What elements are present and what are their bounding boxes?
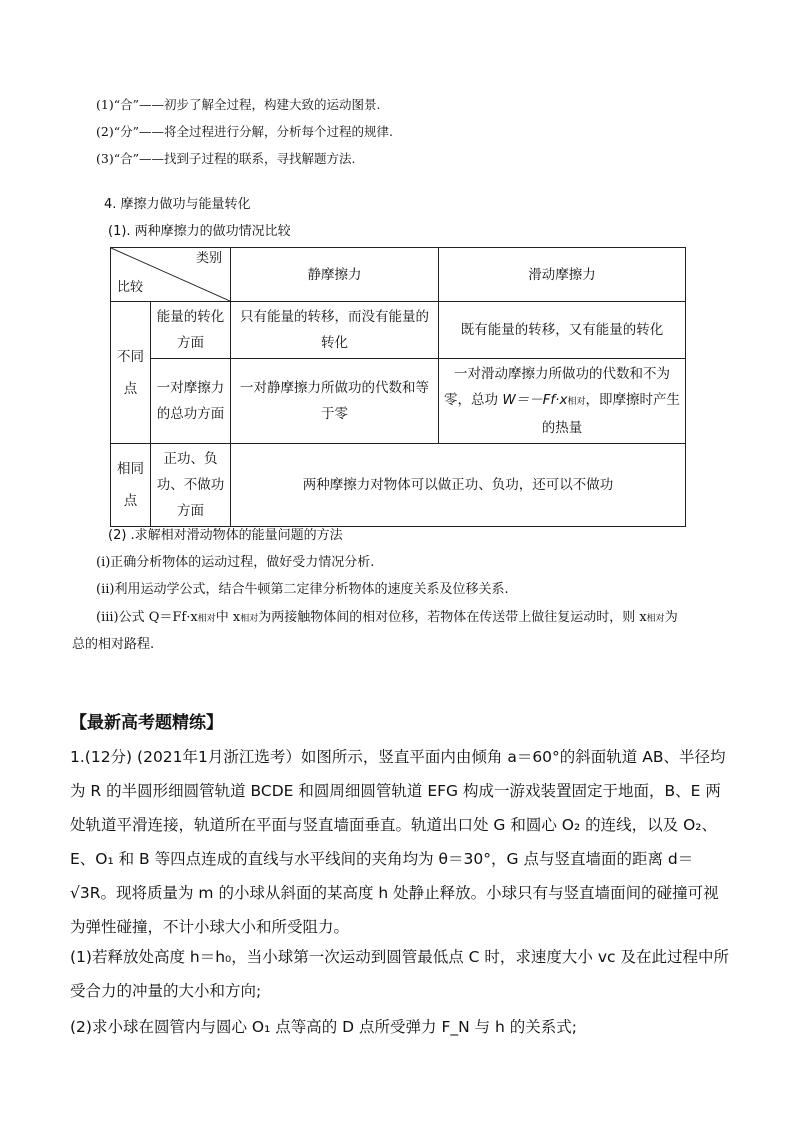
row-work-sign-label: 正功、负功、不做功方面 xyxy=(151,444,231,527)
header-compare: 比较 xyxy=(117,280,144,295)
step-2: (2)“分”——将全过程进行分解，分析每个过程的规律. xyxy=(96,124,393,139)
section-4-title: 4. 摩擦力做功与能量转化 xyxy=(104,197,251,212)
step-3: (3)“合”——找到子过程的联系，寻找解题方法. xyxy=(96,151,356,166)
subsection-2-title: (2) .求解相对滑动物体的能量问题的方法 xyxy=(108,528,343,543)
header-category: 类别 xyxy=(195,251,222,266)
group-same-points: 相同点 xyxy=(111,444,151,527)
question-2: (2)求小球在圆管内与圆心 O₁ 点等高的 D 点所受弹力 F_N 与 h 的关系式; xyxy=(70,1018,578,1036)
step-1: (1)“合”——初步了解全过程，构建大致的运动图景. xyxy=(96,97,381,112)
row-energy-conversion-static: 只有能量的转移，而没有能量的转化 xyxy=(231,302,439,359)
column-sliding-friction: 滑动摩擦力 xyxy=(439,248,686,302)
row-total-work-static: 一对静摩擦力所做功的代数和等于零 xyxy=(231,359,439,444)
row-total-work-sliding: 一对滑动摩擦力所做功的代数和不为零，总功 W＝－Ff·x相对，即摩擦时产生的热量 xyxy=(439,359,686,444)
row-energy-conversion-label: 能量的转化方面 xyxy=(151,302,231,359)
row-total-work-label: 一对摩擦力的总功方面 xyxy=(151,359,231,444)
problem-1-text: 1.(12分) (2021年1月浙江选考）如图所示，竖直平面内由倾角 a＝60°的斜面轨道 AB、半径均为 R 的半圆形细圆管轨道 BCDE 和圆周细圆管轨道 EFG 构成一游戏装置固定于地面，B、E 两处轨道平滑连接，轨道所在平面与竖直墙面垂直。轨道出口处 G 和圆心 O₂ 的连线，以及 O₂、E、O₁ 和 B 等四点连成的直线与水平线间的夹角均为 θ＝30°，G 点与竖直墙面的距离 d＝√3R。现将质量为 m 的小球从斜面的某高度 h 处静止释放。小球只有与竖直墙面间的碰撞可视为弹性碰撞，不计小球大小和所受阻力。 xyxy=(70,748,726,936)
column-static-friction: 静摩擦力 xyxy=(231,248,439,302)
table-header-diagonal xyxy=(111,248,231,302)
method-iii-continued: 总的相对路程. xyxy=(72,637,155,652)
group-different-points: 不同点 xyxy=(111,302,151,444)
row-energy-conversion-sliding: 既有能量的转移，又有能量的转化 xyxy=(439,302,686,359)
subsection-1-title: (1). 两种摩擦力的做功情况比较 xyxy=(108,224,291,239)
method-iii: (iii)公式 Q＝Ff·x相对中 x相对为两接触物体间的相对位移，若物体在传送带上做往复运动时，则 x相对为 xyxy=(96,610,678,625)
friction-comparison-table xyxy=(110,247,686,527)
method-i: (i)正确分析物体的运动过程，做好受力情况分析. xyxy=(96,555,375,570)
question-1: (1)若释放处高度 h＝h₀，当小球第一次运动到圆管最低点 C 时，求速度大小 vc 及在此过程中所受合力的冲量的大小和方向; xyxy=(70,948,729,1000)
section-heading: 【最新高考题精练】 xyxy=(70,713,223,733)
row-work-sign-merged: 两种摩擦力对物体可以做正功、负功，还可以不做功 xyxy=(231,444,686,527)
method-ii: (ii)利用运动学公式，结合牛顿第二定律分析物体的速度关系及位移关系. xyxy=(96,582,509,597)
